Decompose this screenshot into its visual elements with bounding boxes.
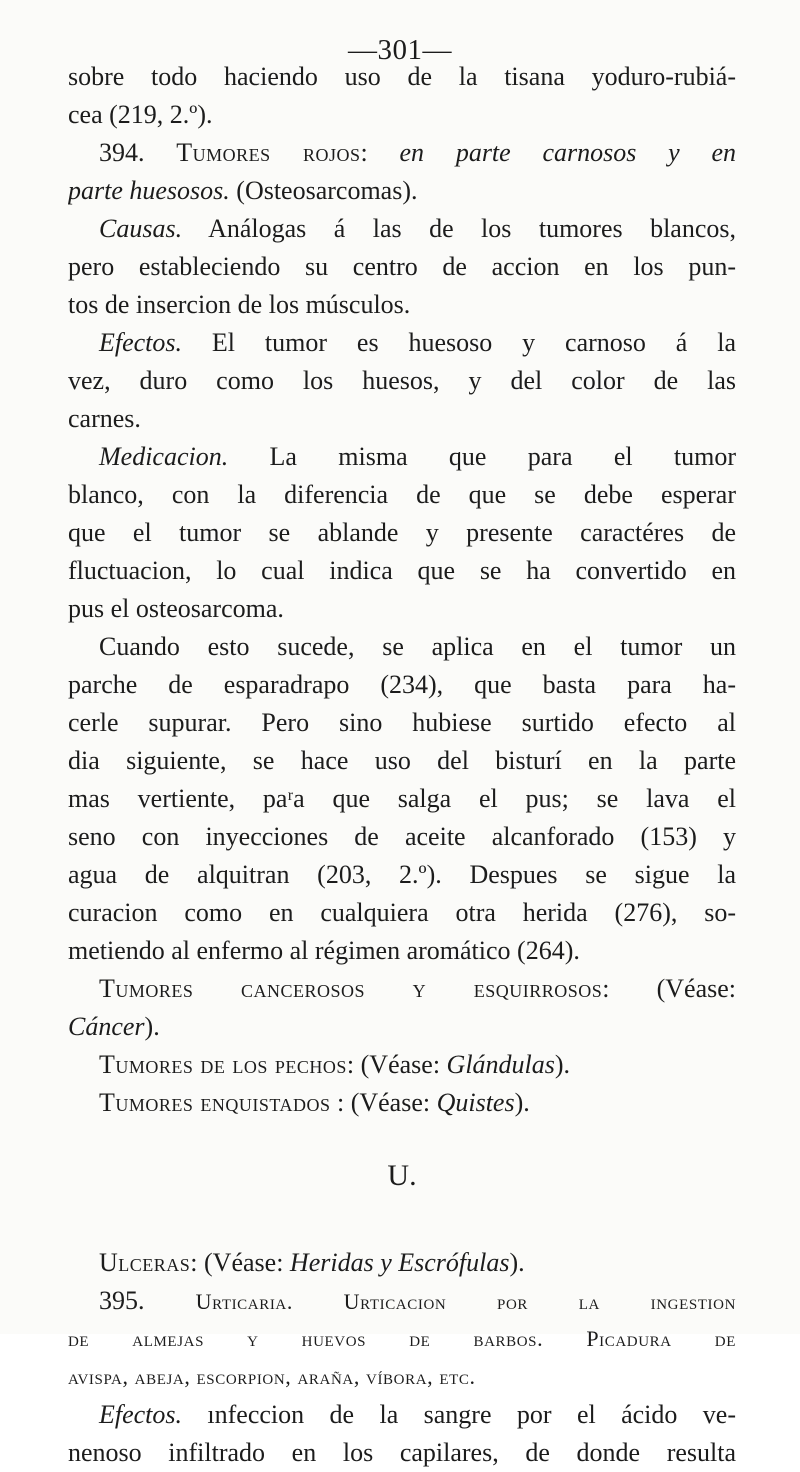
text-line: carnes.: [68, 404, 141, 433]
text-line: curacion como en cualquiera otra herida (276), so-: [68, 898, 736, 927]
text-fragment: ).: [509, 1248, 525, 1277]
text-fragment: (Osteosarcomas).: [229, 176, 418, 205]
text-fragment: Análogas á las de los tumores blancos,: [182, 214, 736, 243]
text-line: metiendo al enfermo al régimen aromático (264).: [68, 936, 580, 965]
text-line: fluctuacion, lo cual indica que se ha convertido en: [68, 556, 736, 585]
text-line: seno con inyecciones de aceite alcanforado (153) y: [68, 822, 736, 851]
text-line: dia siguiente, se hace uso del bisturí en la parte: [68, 746, 736, 775]
text-line: nenoso infiltrado en los capilares, de donde resulta: [68, 1438, 736, 1467]
entry-title-line: de almejas y huevos de barbos. Picadura de: [68, 1326, 736, 1351]
text-fragment: : (Véase:: [602, 974, 736, 1003]
entry-395-heading: [68, 1282, 736, 1320]
entry-number: 395.: [99, 1286, 196, 1315]
entry-number: 394.: [99, 138, 177, 167]
text-fragment: : (Véase:: [346, 1050, 447, 1079]
entry-title: Tumores cancerosos y esquirrosos: [99, 974, 603, 1003]
causas-paragraph: [68, 210, 736, 248]
text-line: tos de insercion de los músculos.: [68, 290, 411, 319]
subheading-causas: Causas.: [99, 214, 183, 243]
text-line: sobre todo haciendo uso de la tisana yoduro-rubiá-: [68, 62, 736, 91]
text-line: que el tumor se ablande y presente caractéres de: [68, 518, 736, 547]
text-fragment: :: [360, 138, 400, 167]
efectos-paragraph: [68, 324, 736, 362]
text-line: [68, 1008, 736, 1046]
entry-394-heading: [68, 134, 736, 172]
text-line: cerle supurar. Pero sino hubiese surtido efecto al: [68, 708, 736, 737]
text-line: vez, duro como los huesos, y del color de las: [68, 366, 736, 395]
cross-reference: [68, 1046, 736, 1084]
entry-title: Tumores enquistados: [99, 1088, 331, 1117]
text-line: Cuando esto sucede, se aplica en el tumor un: [99, 632, 736, 661]
text-line: [68, 172, 736, 210]
reference-target: Quistes: [436, 1088, 515, 1117]
cross-reference: [68, 970, 736, 1008]
text-line: pero estableciendo su centro de accion en los pun-: [68, 252, 736, 281]
entry-subtitle: en parte carnosos y en: [399, 138, 736, 167]
entry-subtitle: parte huesosos.: [68, 176, 230, 205]
text-fragment: ).: [144, 1012, 160, 1041]
subheading-efectos: Efectos.: [99, 1400, 183, 1429]
subheading-efectos: Efectos.: [99, 328, 183, 357]
text-fragment: El tumor es huesoso y carnoso á la: [182, 328, 736, 357]
spacer: [68, 1122, 736, 1146]
reference-target: Glándulas: [446, 1050, 555, 1079]
efectos-paragraph: [68, 1396, 736, 1434]
text-fragment: : (Véase:: [190, 1248, 290, 1277]
subheading-medicacion: Medicacion.: [99, 442, 229, 471]
entry-title: Urticaria. Urticacion por la ingestion: [195, 1289, 736, 1314]
page-number: —301—: [348, 34, 452, 66]
text-line: pus el osteosarcoma.: [68, 594, 284, 623]
text-fragment: ).: [554, 1050, 571, 1079]
medicacion-paragraph: [68, 438, 736, 476]
cross-reference: [68, 1084, 736, 1122]
text-line: parche de esparadrapo (234), que basta para ha-: [68, 670, 736, 699]
entry-title: Tumores rojos: [176, 138, 361, 167]
entry-title: Tumores de los pechos: [99, 1050, 347, 1079]
reference-target: Heridas y Escrófulas: [289, 1248, 510, 1277]
cross-reference: [68, 1244, 736, 1282]
entry-title-line: avispa, abeja, escorpion, araña, víbora, etc.: [68, 1364, 476, 1389]
text-fragment: ınfeccion de la sangre por el ácido ve-: [182, 1400, 736, 1429]
page-body: [68, 58, 736, 1472]
text-fragment: ).: [514, 1088, 530, 1117]
reference-target: Cáncer: [68, 1012, 145, 1041]
text-line: cea (219, 2.º).: [68, 100, 213, 129]
entry-title: Ulceras: [99, 1248, 191, 1277]
text-line: blanco, con la diferencia de que se debe esperar: [68, 480, 736, 509]
text-line: mas vertiente, paʳa que salga el pus; se lava el: [68, 784, 736, 813]
section-heading: U.: [387, 1159, 417, 1192]
text-fragment: : (Véase:: [330, 1088, 437, 1117]
text-line: agua de alquitran (203, 2.º). Despues se sigue la: [68, 860, 736, 889]
text-fragment: La misma que para el tumor: [228, 442, 736, 471]
